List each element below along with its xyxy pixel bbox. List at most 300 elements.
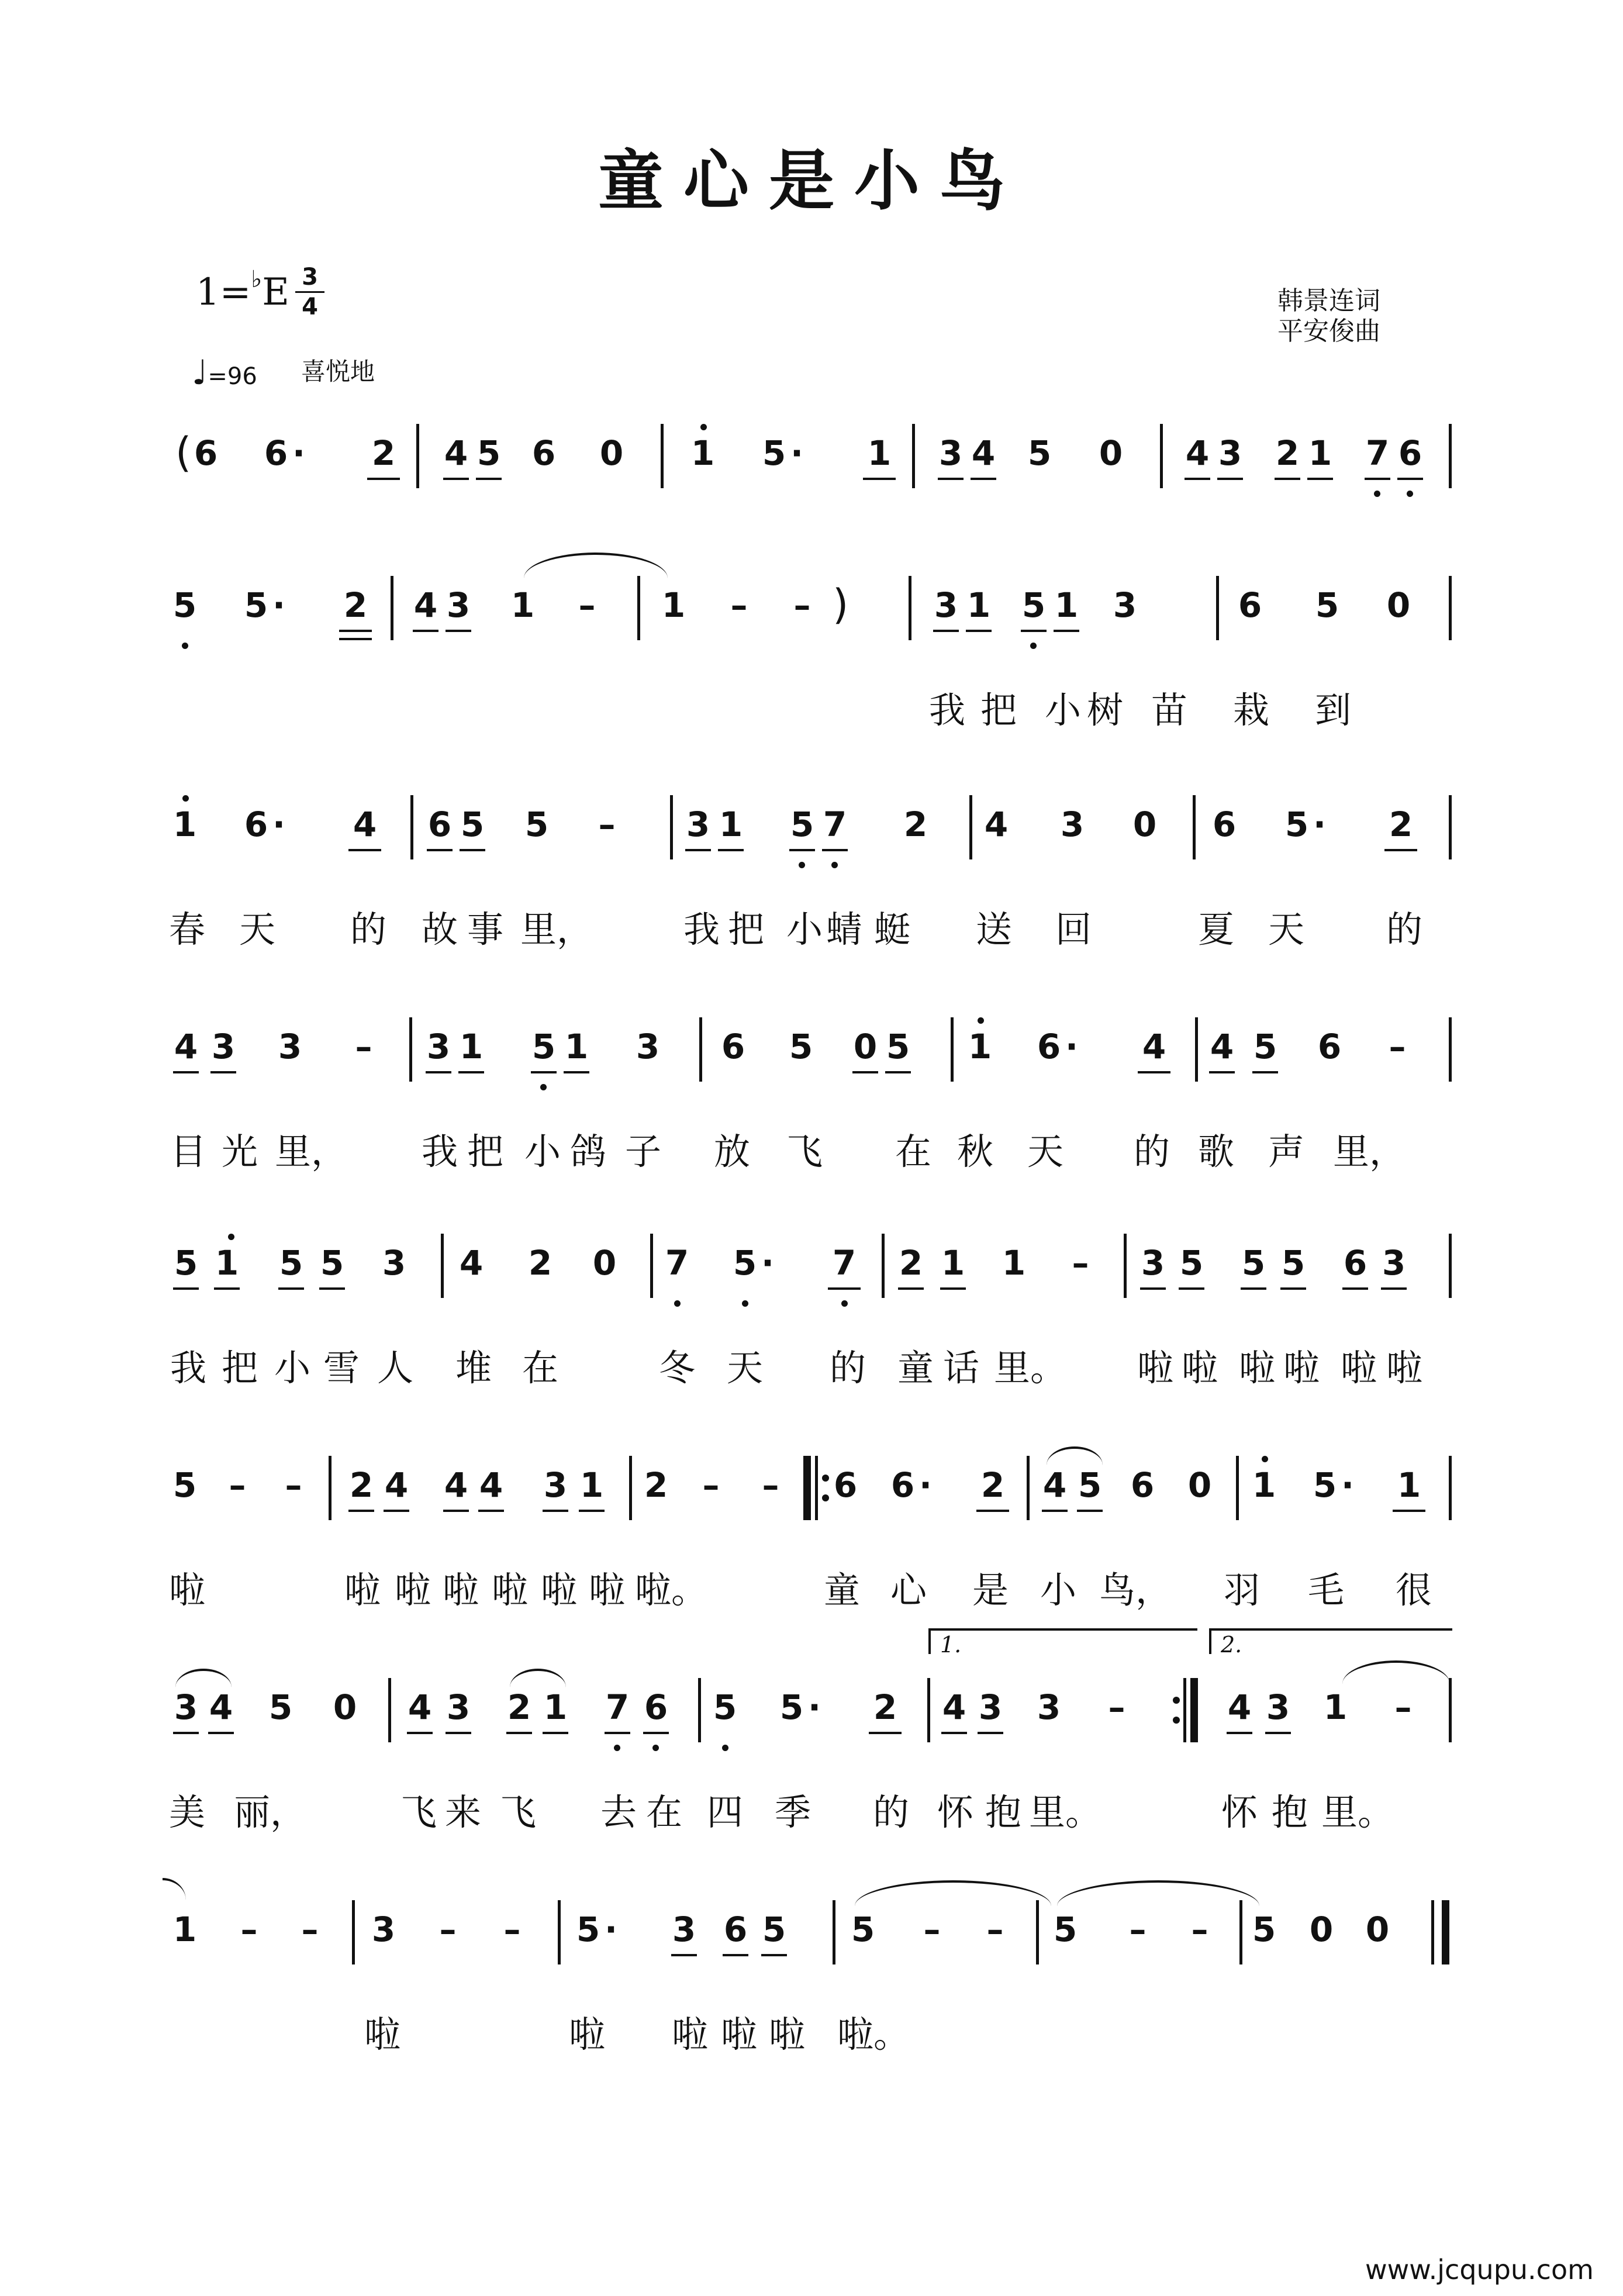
note: 2 [364, 430, 403, 477]
note: 3 [442, 582, 475, 629]
lyric-syllable: 小 [1040, 1569, 1076, 1611]
note: 3 [371, 1910, 396, 1949]
barline [329, 1456, 331, 1520]
lyric-syllable: 怀 [1221, 1791, 1258, 1834]
repeat-start-thin [815, 1456, 818, 1520]
dash: – [240, 1910, 258, 1949]
final-barline-thin [1431, 1900, 1434, 1964]
note: 5 [268, 1687, 293, 1727]
staff-system-6 [0, 1462, 1623, 1614]
lyric-syllable: 飞 [786, 1130, 823, 1173]
lyric-syllable: 来 [444, 1791, 481, 1834]
lyric-syllable: 啦 [1340, 1346, 1377, 1389]
note: 0 [333, 1687, 357, 1727]
note: 5 [882, 1023, 914, 1070]
lyricist-credit: 韩景连词 [1277, 286, 1380, 316]
note: 4 [409, 582, 442, 629]
note: 4 [440, 1462, 472, 1508]
lyric-syllable: 啦。 [837, 2013, 910, 2056]
barline [927, 1678, 930, 1742]
note: 0 [1386, 585, 1411, 625]
dash: – [762, 1465, 779, 1505]
lyric-syllable: 声 [1268, 1130, 1304, 1173]
note: 5 [1073, 1462, 1106, 1508]
dash: – [285, 1465, 302, 1505]
note: 7 [657, 1240, 697, 1286]
dash: – [229, 1465, 246, 1505]
lyric-syllable: 蜓 [873, 908, 910, 951]
note: 0 [599, 433, 624, 473]
staff-system-1 [0, 430, 1623, 582]
lyric-syllable: 春 [168, 908, 205, 951]
dash: – [578, 585, 596, 625]
note: 4 [967, 430, 1000, 477]
note: 5 [165, 582, 205, 629]
note: 6 [244, 805, 268, 844]
barline [670, 795, 673, 859]
note: 5 [1053, 1910, 1078, 1949]
lyric-syllable: 送 [975, 908, 1012, 951]
lyric-syllable: 美 [168, 1791, 205, 1834]
lyric-syllable: 里， [1333, 1130, 1406, 1173]
lyric-line [0, 687, 1623, 734]
barline [1239, 1900, 1242, 1964]
barline [391, 576, 393, 640]
barline [1449, 795, 1452, 859]
notation-line: 5 1 5 5 3 4 2 0 7 5 · 7 2 1 1 – 3 5 5 5 6 3 [0, 1240, 1623, 1316]
lyric-syllable: 雪 [323, 1346, 360, 1389]
note: 5 [779, 1687, 804, 1727]
note: 6 [1394, 430, 1427, 477]
lyric-syllable: 的 [872, 1791, 909, 1834]
note: 5 [1277, 1240, 1310, 1286]
barline [951, 1017, 954, 1082]
note: 3 [1037, 1687, 1061, 1727]
note: 4 [984, 805, 1009, 844]
barline [699, 1017, 702, 1082]
note: 3 [170, 1684, 202, 1731]
note: 2 [865, 1684, 905, 1731]
note: 4 [440, 430, 472, 477]
lyric-syllable: 四 [706, 1791, 743, 1834]
barline [1027, 1456, 1030, 1520]
dash: – [355, 1027, 372, 1066]
note: 6 [1130, 1465, 1155, 1505]
note: 4 [938, 1684, 971, 1731]
dash: – [439, 1910, 457, 1949]
lyric-syllable: 童 [897, 1346, 934, 1389]
note: 1 [165, 801, 205, 848]
note: 3 [207, 1023, 240, 1070]
dash: – [1389, 1027, 1406, 1066]
note: 6 [640, 1684, 672, 1731]
note: 6 [194, 433, 218, 473]
note: 5 [172, 1465, 197, 1505]
lyric-line [0, 1567, 1623, 1614]
lyric-syllable: 里， [275, 1130, 348, 1173]
paren-close: ) [833, 581, 849, 629]
note: 5 [527, 1023, 560, 1070]
barline [410, 795, 413, 859]
notation-line: 3 4 5 0 4 3 2 1 7 6 5 5 · 2 1. 4 3 3 – 2. 4 3 1 – [0, 1684, 1623, 1760]
lyric-syllable: 树 [1086, 689, 1123, 731]
note: 2 [1381, 801, 1421, 848]
dash: – [986, 1910, 1004, 1949]
note: 3 [636, 1027, 660, 1066]
slur [1047, 1446, 1103, 1465]
lyric-syllable: 啦 [1386, 1346, 1422, 1389]
staff-system-4 [0, 1023, 1623, 1175]
lyric-line [0, 1345, 1623, 1392]
note: 5 [851, 1910, 875, 1949]
dash: – [1191, 1910, 1208, 1949]
note: 4 [475, 1462, 507, 1508]
lyric-syllable: 毛 [1307, 1569, 1344, 1611]
lyric-syllable: 去 [600, 1791, 637, 1834]
staff-system-8 [0, 1906, 1623, 2058]
lyric-syllable: 啦 [1181, 1346, 1218, 1389]
note: 3 [974, 1684, 1007, 1731]
time-top: 3 [302, 264, 318, 291]
lyric-syllable: 鸟， [1099, 1569, 1172, 1611]
lyric-syllable: 我 [928, 689, 965, 731]
tie-continuation [163, 1878, 186, 1900]
lyric-syllable: 天 [1027, 1130, 1063, 1173]
note: 0 [1365, 1910, 1390, 1949]
note: 2 [973, 1462, 1013, 1508]
composer-credit: 平安俊曲 [1277, 316, 1380, 346]
note: 6 [833, 1465, 858, 1505]
note: 3 [1060, 805, 1085, 844]
note: 2 [336, 582, 375, 629]
lyric-syllable: 歌 [1197, 1130, 1234, 1173]
note: 3 [1262, 1684, 1294, 1731]
note: 7 [824, 1240, 864, 1286]
note: 1 [683, 430, 723, 477]
lyric-syllable: 啦 [442, 1569, 479, 1611]
lyric-syllable: 抱 [985, 1791, 1021, 1834]
site-watermark: www.jcqupu.com [1365, 2254, 1594, 2285]
lyric-syllable: 到 [1314, 689, 1351, 731]
note: 1 [455, 1023, 488, 1070]
lyric-syllable: 啦 [394, 1569, 431, 1611]
note: 5 [170, 1240, 202, 1286]
lyric-syllable: 把 [221, 1346, 258, 1389]
note: 3 [442, 1684, 475, 1731]
note: 1 [1050, 582, 1083, 629]
lyric-syllable: 季 [774, 1791, 811, 1834]
note: 2 [903, 805, 928, 844]
note: 0 [849, 1023, 882, 1070]
note: 6 [1238, 585, 1262, 625]
staff-system-7 [0, 1632, 1623, 1836]
barline [1449, 1678, 1452, 1742]
note: 5 [316, 1240, 348, 1286]
note: 4 [205, 1684, 237, 1731]
dash: – [923, 1910, 941, 1949]
barline [1124, 1234, 1127, 1298]
lyric-syllable: 啦 [768, 2013, 805, 2056]
lyric-syllable: 啦 [1137, 1346, 1173, 1389]
lyric-syllable: 飞 [400, 1791, 437, 1834]
lyric-syllable: 小 [1044, 689, 1081, 731]
volta-second-label: 2. [1221, 1632, 1242, 1658]
note: 1 [1244, 1462, 1284, 1508]
barline [661, 424, 664, 488]
note: 4 [170, 1023, 202, 1070]
slur [1057, 1880, 1259, 1906]
lyric-syllable: 堆 [455, 1346, 492, 1389]
barline [352, 1900, 355, 1964]
song-title: 童心是小鸟 [598, 143, 1025, 219]
lyric-syllable: 故 [421, 908, 458, 951]
note: 0 [1187, 1465, 1212, 1505]
lyric-syllable: 飞 [499, 1791, 536, 1834]
note: 6 [264, 433, 288, 473]
barline [409, 1017, 412, 1082]
lyric-syllable: 事 [467, 908, 503, 951]
lyric-syllable: 夏 [1197, 908, 1234, 951]
barline [1449, 576, 1452, 640]
lyric-syllable: 小 [786, 908, 823, 951]
volta-second [1209, 1628, 1452, 1658]
quarter-note-icon: ♩ [192, 353, 208, 392]
lyric-syllable: 天 [239, 908, 275, 951]
note: 2 [345, 1462, 378, 1508]
note: 5 [1249, 1023, 1282, 1070]
note: 1 [210, 1240, 243, 1286]
slur [510, 1669, 566, 1687]
lyric-syllable: 啦 [720, 2013, 757, 2056]
note: 4 [1038, 1462, 1071, 1508]
staff-system-5 [0, 1240, 1623, 1392]
lyric-syllable: 冬 [658, 1346, 695, 1389]
repeat-start-thick [803, 1456, 811, 1520]
tempo-marking [192, 353, 257, 392]
note: 5 [275, 1240, 308, 1286]
lyric-line [0, 1789, 1623, 1836]
note: 1 [714, 801, 747, 848]
note: 1 [1323, 1687, 1348, 1727]
note: 6 [1037, 1027, 1061, 1066]
note: 5 [789, 1027, 813, 1066]
note: 5 [762, 433, 786, 473]
note: 7 [601, 1684, 634, 1731]
note: 5 [1315, 585, 1339, 625]
note: 1 [560, 1023, 593, 1070]
note: 4 [1181, 430, 1214, 477]
note: 3 [539, 1462, 572, 1508]
lyric-syllable: 里。 [1321, 1791, 1394, 1834]
notation-line: 1 6 · 4 6 5 5 – 3 1 5 7 2 4 3 0 6 5 · 2 [0, 801, 1623, 877]
notation-line: 1 – – 3 – – 5 · 3 6 5 5 – – 5 – – 5 0 0 [0, 1906, 1623, 1982]
note: 3 [1137, 1240, 1169, 1286]
dash: – [1108, 1687, 1125, 1727]
note: 6 [1212, 805, 1237, 844]
lyric-syllable: 的 [1386, 908, 1422, 951]
note: 4 [403, 1684, 436, 1731]
staff-system-3 [0, 801, 1623, 953]
note: 0 [1099, 433, 1123, 473]
note: 1 [859, 430, 899, 477]
lyric-syllable: 啦 [1238, 1346, 1275, 1389]
lyric-syllable: 光 [221, 1130, 258, 1173]
note: 2 [503, 1684, 536, 1731]
note: 6 [890, 1465, 915, 1505]
note: 3 [682, 801, 714, 848]
note: 3 [668, 1906, 700, 1953]
lyric-syllable: 在 [895, 1130, 931, 1173]
note: 5 [1252, 1910, 1276, 1949]
note: 4 [1206, 1023, 1238, 1070]
lyric-syllable: 在 [522, 1346, 558, 1389]
lyric-syllable: 心 [890, 1569, 927, 1611]
note: 1 [539, 1684, 572, 1731]
barline [558, 1900, 561, 1964]
volta-first [928, 1628, 1197, 1658]
paren-open: ( [175, 429, 192, 477]
note: 5 [1284, 805, 1309, 844]
barline [388, 1678, 391, 1742]
note: 1 [962, 582, 995, 629]
dash: – [1129, 1910, 1147, 1949]
barline [1216, 576, 1219, 640]
lyric-syllable: 天 [1268, 908, 1304, 951]
note: 2 [895, 1240, 927, 1286]
lyric-syllable: 啦 [1283, 1346, 1320, 1389]
lyric-syllable: 话 [942, 1346, 979, 1389]
lyric-syllable: 啦 [168, 1569, 205, 1611]
barline [1236, 1456, 1239, 1520]
lyric-syllable: 很 [1395, 1569, 1432, 1611]
note: 3 [278, 1027, 302, 1066]
notation-line: 4 3 3 – 3 1 5 1 3 6 5 0 5 1 6 · 4 4 5 6 – [0, 1023, 1623, 1099]
lyric-syllable: 啦 [491, 1569, 528, 1611]
note: 5 [705, 1684, 745, 1731]
barline [1036, 1900, 1039, 1964]
key-signature [196, 266, 289, 314]
lyric-syllable: 啦。 [635, 1569, 708, 1611]
note: 3 [1214, 430, 1246, 477]
note: 2 [528, 1243, 552, 1283]
lyric-syllable: 天 [726, 1346, 763, 1389]
notation-line: 5 – – 2 4 4 4 3 1 2 – – 6 6 · 2 4 5 6 0 1 5 · 1 [0, 1462, 1623, 1538]
note: 5 [725, 1240, 765, 1286]
note: 3 [1113, 585, 1137, 625]
lyric-syllable: 啦 [364, 2013, 400, 2056]
dash: – [1072, 1243, 1089, 1283]
lyric-line [0, 1128, 1623, 1175]
expression-marking: 喜悦地 [301, 357, 375, 386]
dash: – [1394, 1687, 1412, 1727]
lyric-syllable: 把 [980, 689, 1017, 731]
lyric-syllable: 里， [520, 908, 593, 951]
lyric-syllable: 鸽 [569, 1130, 606, 1173]
lyric-syllable: 的 [829, 1346, 866, 1389]
note: 6 [1339, 1240, 1372, 1286]
barline [637, 576, 640, 640]
slur [175, 1669, 232, 1687]
dash: – [301, 1910, 319, 1949]
lyric-line [0, 906, 1623, 953]
note: 1 [172, 1910, 197, 1949]
note: 0 [1132, 805, 1157, 844]
lyric-syllable: 我 [683, 908, 720, 951]
note: 5 [786, 801, 819, 848]
barline [650, 1234, 653, 1298]
note: 3 [382, 1243, 406, 1283]
lyric-syllable: 放 [713, 1130, 750, 1173]
lyric-line [0, 2011, 1623, 2058]
lyric-syllable: 蜻 [826, 908, 862, 951]
lyric-syllable: 小 [524, 1130, 561, 1173]
note: 4 [1134, 1023, 1174, 1070]
key-note: E [262, 271, 289, 314]
lyric-syllable: 啦 [588, 1569, 625, 1611]
note: 2 [1271, 430, 1304, 477]
note: 1 [937, 1240, 969, 1286]
lyric-syllable: 童 [823, 1569, 860, 1611]
staff-system-2 [0, 582, 1623, 734]
lyric-syllable: 丽， [234, 1791, 307, 1834]
barline [1160, 424, 1163, 488]
barline [969, 795, 972, 859]
notation-line: 5 5 · 2 4 3 1 – 1 – – ) 3 1 5 1 3 6 5 0 [0, 582, 1623, 658]
barline [1449, 1456, 1452, 1520]
note: 5 [1175, 1240, 1208, 1286]
barline [1193, 795, 1196, 859]
note: 5 [576, 1910, 600, 1949]
lyric-syllable: 把 [467, 1130, 503, 1173]
note: 6 [423, 801, 456, 848]
note: 5 [1027, 433, 1052, 473]
time-signature [295, 264, 324, 320]
lyric-syllable: 里。 [1029, 1791, 1102, 1834]
barline [698, 1678, 701, 1742]
note: 5 [1237, 1240, 1270, 1286]
note: 4 [1223, 1684, 1256, 1731]
note: 5 [472, 430, 505, 477]
lyric-syllable: 我 [421, 1130, 458, 1173]
time-bottom: 4 [302, 294, 318, 320]
note: 4 [380, 1462, 413, 1508]
barline [1195, 1017, 1198, 1082]
tempo-value: =96 [208, 363, 257, 390]
flat-icon: ♭ [251, 266, 263, 293]
note: 0 [1309, 1910, 1334, 1949]
note: 1 [1304, 430, 1337, 477]
final-barline-thick [1442, 1900, 1449, 1964]
note: 7 [1361, 430, 1394, 477]
note: 5 [758, 1906, 790, 1953]
lyric-syllable: 我 [170, 1346, 206, 1389]
note: 1 [1389, 1462, 1429, 1508]
volta-first-label: 1. [940, 1632, 962, 1658]
barline [882, 1234, 885, 1298]
note: 6 [1317, 1027, 1342, 1066]
note: 1 [1002, 1243, 1026, 1283]
lyric-syllable: 栽 [1232, 689, 1269, 731]
barline [416, 424, 419, 488]
lyric-syllable: 里。 [994, 1346, 1067, 1389]
note: 1 [960, 1023, 1000, 1070]
lyric-syllable: 的 [350, 908, 386, 951]
note: 2 [644, 1465, 668, 1505]
note: 5 [456, 801, 489, 848]
note: 3 [930, 582, 962, 629]
dash: – [730, 585, 748, 625]
note: 5 [1313, 1465, 1337, 1505]
